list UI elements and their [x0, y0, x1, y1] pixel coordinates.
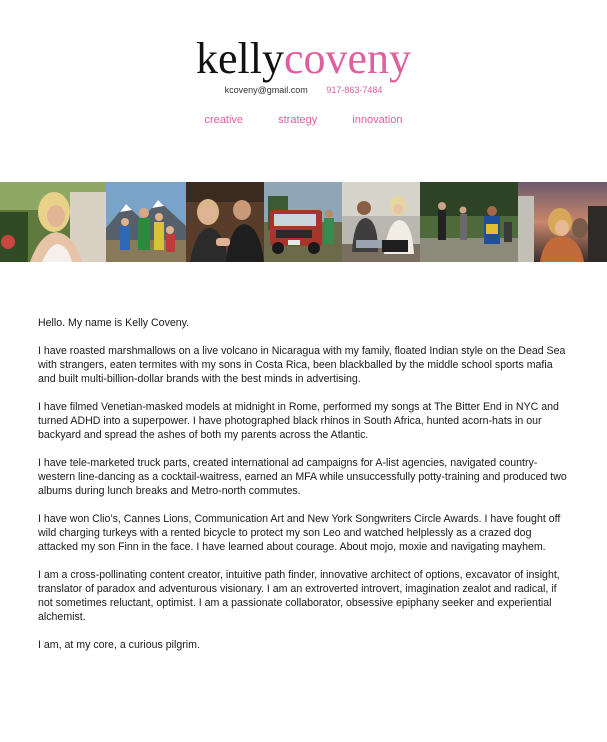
bio-paragraph: I have filmed Venetian-masked models at midnight in Rome, performed my songs at The Bitter End in NYC and turned ADHD into a superpower. I have photographed black rhinos in South Africa, hunted acorn-hats in our backyard and spread the ashes of both my parents across the Atlantic.	[38, 401, 559, 441]
phone-number: 917-863-7484	[326, 85, 383, 95]
photo-interview	[186, 182, 264, 262]
bio-content	[38, 316, 568, 666]
photo-park-dancers	[420, 182, 518, 262]
nav-strategy[interactable]: strategy	[278, 114, 318, 126]
bio-paragraph: I am, at my core, a curious pilgrim.	[38, 639, 200, 651]
photo-dusk-embrace	[518, 182, 607, 262]
bio-paragraph: I am a cross-pollinating content creator, intuitive path finder, innovative architect of options, excavator of insight, translator of paradox and adventurous visionary. I am an extroverted introvert, imagination zealot and radical, if not sometimes reluctant, optimist. I am a passionate collaborator, obsessive epiphany seeker and experiential alchemist.	[38, 569, 560, 623]
nav-innovation[interactable]: innovation	[352, 114, 403, 126]
photo-land-rover-safari	[264, 182, 342, 262]
photo-banner	[0, 182, 607, 262]
contact-info	[0, 84, 607, 96]
header	[0, 0, 607, 180]
photo-seated-conversation	[342, 182, 420, 262]
logo-last-name: coveny	[283, 34, 412, 83]
photo-family-mountains	[106, 182, 186, 262]
logo-first-name: kelly	[195, 34, 284, 83]
bio-paragraph: Hello. My name is Kelly Coveny.	[38, 317, 190, 329]
bio-paragraph: I have tele-marketed truck parts, created international ad campaigns for A-list agencies, navigated country-western line-dancing as a cocktail-waitress, earned an MFA while unsuccessfully potty-training and produced two albums during lunch breaks and Metro-north commutes.	[38, 457, 567, 497]
bio-paragraph: I have won Clio’s, Cannes Lions, Communication Art and New York Songwriters Circle Awards. I have fought off wild charging turkeys with a rented bicycle to protect my son Leo and watched helplessly as a crazed dog attacked my son Finn in the face. I have learned about courage. About mojo, moxie and navigating mayhem.	[38, 513, 561, 553]
photo-woman-outdoors	[0, 182, 106, 262]
main-nav	[0, 113, 607, 127]
bio-paragraph: I have roasted marshmallows on a live volcano in Nicaragua with my family, floated Indian style on the Dead Sea with strangers, eaten termites with my sons in Costa Rica, been blackballed by the middle school sports mafia and built multi-billion-dollar brands with the best minds in advertising.	[38, 345, 566, 385]
nav-creative[interactable]: creative	[204, 114, 244, 126]
email-link[interactable]: kcoveny@gmail.com	[224, 85, 308, 95]
logo[interactable]	[0, 34, 607, 84]
